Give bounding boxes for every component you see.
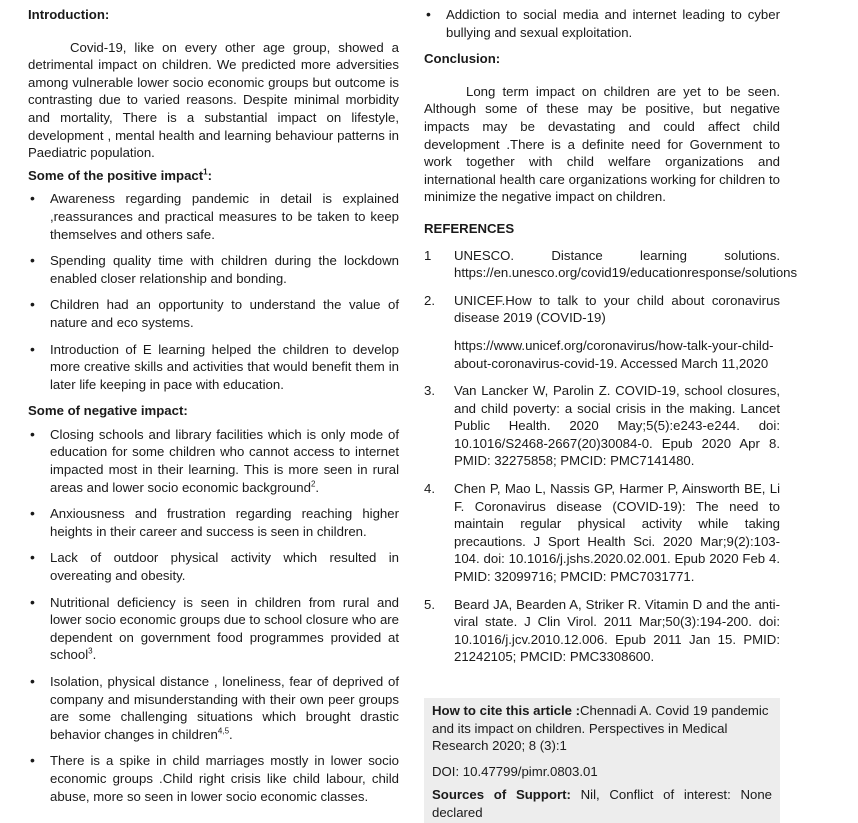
reference-number: 4. bbox=[424, 481, 435, 497]
bullet-icon: • bbox=[30, 296, 35, 313]
bullet-icon: • bbox=[426, 6, 431, 22]
reference-item bbox=[424, 292, 780, 372]
list-item bbox=[28, 426, 399, 496]
bullet-icon: • bbox=[30, 549, 35, 566]
positive-impact-list bbox=[28, 190, 399, 393]
list-item bbox=[424, 6, 780, 41]
list-item-text: Isolation, physical distance , loneliness, fear of deprived of company and misunderstanding with their own peer groups are some challenging situations which brought drastic behavior changes in children bbox=[50, 674, 399, 742]
citation-text bbox=[432, 702, 780, 755]
list-item-end: . bbox=[92, 647, 97, 663]
conclusion-text: Long term impact on children are yet to be seen. Although some of these may be positive, but negative impacts may be devastating and could affect child development .There is a definite need for Government to work together with child welfare organizations and international health care organizations working for children to minimize the negative impact on children. bbox=[424, 83, 780, 205]
reference-item bbox=[424, 247, 798, 282]
reference-text: Van Lancker W, Parolin Z. COVID-19, school closures, and child poverty: a social crisis in the making. Lancet Public Health. 2020 May;5(5):e243-e244. doi: 10.1016/S2468-2667(20)30084-0. Epub 2020 Apr 8. PMID: 32275858; PMCID: PMC7141480. bbox=[454, 383, 780, 469]
reference-text: Beard JA, Bearden A, Striker R. Vitamin D and the anti-viral state. J Clin Virol. 2011 Mar;50(3):194-200. doi: 10.1016/j.jcv.2010.12.006. Epub 2011 Jan 15. PMID: 21242105; PMCID: PMC3308600. bbox=[454, 596, 780, 665]
sources-label: Sources of Support: bbox=[432, 787, 571, 803]
reference-text: UNESCO. Distance learning solutions. https://en.unesco.org/covid19/educationresponse/solutions bbox=[454, 247, 798, 281]
list-item-text: Nutritional deficiency is seen in children from rural and lower socio economic groups due to school closure who are dependent on government food programmes provided at school bbox=[50, 594, 399, 663]
bullet-icon: • bbox=[30, 593, 35, 610]
list-item-text: Lack of outdoor physical activity which resulted in overeating and obesity. bbox=[50, 550, 399, 584]
positive-heading-colon: : bbox=[207, 167, 212, 183]
bullet-icon: • bbox=[30, 425, 35, 442]
references-list bbox=[424, 247, 798, 666]
reference-number: 5. bbox=[424, 596, 435, 612]
bullet-icon: • bbox=[30, 190, 35, 207]
list-item bbox=[28, 549, 399, 584]
positive-heading-ref: 1 bbox=[203, 167, 208, 177]
bullet-icon: • bbox=[30, 673, 35, 689]
bullet-icon: • bbox=[30, 752, 35, 769]
reference-item bbox=[424, 382, 780, 470]
list-item bbox=[28, 505, 399, 540]
left-column bbox=[28, 6, 399, 814]
reference-number: 2. bbox=[424, 292, 435, 308]
list-item bbox=[28, 252, 399, 287]
bullet-icon: • bbox=[30, 505, 35, 522]
positive-impact-heading bbox=[28, 167, 399, 185]
right-column bbox=[424, 6, 798, 676]
list-item-text: Closing schools and library facilities which is only mode of education for some children who cannot access to internet impacted most in their learning. This is more seen in rural areas and lower socio economic background bbox=[50, 426, 399, 495]
list-item-text: Introduction of E learning helped the children to develop more creative skills and activities that would benefit them in later life keeping in pace with education. bbox=[50, 341, 399, 392]
list-item bbox=[28, 341, 399, 394]
reference-number: 1 bbox=[424, 247, 432, 263]
list-item-end: . bbox=[229, 726, 233, 742]
list-item-text: Spending quality time with children during the lockdown enabled closer relationship and bonding. bbox=[50, 253, 399, 286]
introduction-text: Covid-19, like on every other age group, showed a detrimental impact on children. We predicted more adversities among vulnerable lower socio economic groups but outcome is contrasting due to varied reasons. Despite minimal morbidity and mortality, There is a substantial impact on lifestyle, development , mental health and learning behaviour patterns in Paediatric population. bbox=[28, 39, 399, 161]
reference-superscript: 4,5 bbox=[217, 726, 230, 736]
list-item bbox=[28, 190, 399, 243]
list-item-text: Children had an opportunity to understand the value of nature and eco systems. bbox=[50, 297, 399, 330]
list-item bbox=[28, 752, 399, 805]
list-item-text: Awareness regarding pandemic in detail is explained ,reassurances and practical measures to be taken to keep themselves and others safe. bbox=[50, 191, 399, 242]
list-item bbox=[28, 296, 399, 331]
list-item bbox=[28, 594, 399, 664]
sources-of-support bbox=[432, 786, 780, 821]
list-item-text: Anxiousness and frustration regarding reaching higher heights in their career and success is seen in children. bbox=[50, 506, 399, 539]
bullet-icon: • bbox=[30, 252, 35, 269]
list-item-end: . bbox=[315, 479, 320, 495]
reference-text: Chen P, Mao L, Nassis GP, Harmer P, Ainsworth BE, Li F. Coronavirus disease (COVID-19): The need to maintain regular physical activity while taking precautions. J Sport Health Sci. 2020 Mar;9(2):103-104. doi: 10.1016/j.jshs.2020.02.001. Epub 2020 Feb 4. PMID: 32099716; PMCID: PMC7031771. bbox=[454, 481, 780, 585]
negative-impact-heading: Some of negative impact: bbox=[28, 403, 188, 419]
reference-text: UNICEF.How to talk to your child about coronavirus disease 2019 (COVID-19) bbox=[454, 292, 780, 326]
introduction-heading: Introduction: bbox=[28, 7, 110, 22]
citation-body: Chennadi A. Covid 19 pandemic and its impact on children. Perspectives in Medical Research 2020; 8 (3):1 bbox=[432, 703, 769, 754]
list-item-text: Addiction to social media and internet leading to cyber bullying and sexual exploitation. bbox=[446, 7, 780, 40]
list-item bbox=[28, 673, 399, 743]
negative-impact-list bbox=[28, 426, 399, 805]
reference-url: https://www.unicef.org/coronavirus/how-talk-your-child-about-coronavirus-covid-19. Accessed March 11,2020 bbox=[454, 337, 774, 371]
bullet-icon: • bbox=[30, 340, 35, 357]
list-item-text: There is a spike in child marriages mostly in lower socio economic groups .Child right crisis like child labour, child abuse, more so seen in lower socio economic classes. bbox=[50, 753, 399, 804]
citation-label: How to cite this article : bbox=[432, 703, 581, 718]
doi-text: DOI: 10.47799/pimr.0803.01 bbox=[432, 763, 598, 779]
reference-number: 3. bbox=[424, 383, 435, 399]
sources-body: Nil, Conflict of interest: None declared bbox=[432, 787, 772, 820]
reference-superscript: 2 bbox=[310, 479, 316, 489]
continued-impact-list bbox=[424, 6, 780, 41]
reference-item bbox=[424, 480, 780, 586]
references-heading: REFERENCES bbox=[424, 220, 515, 236]
reference-item bbox=[424, 596, 780, 666]
conclusion-heading: Conclusion: bbox=[424, 51, 501, 67]
positive-heading-text: Some of the positive impact bbox=[28, 167, 204, 183]
reference-superscript: 3 bbox=[88, 647, 93, 657]
citation-box bbox=[424, 698, 780, 823]
